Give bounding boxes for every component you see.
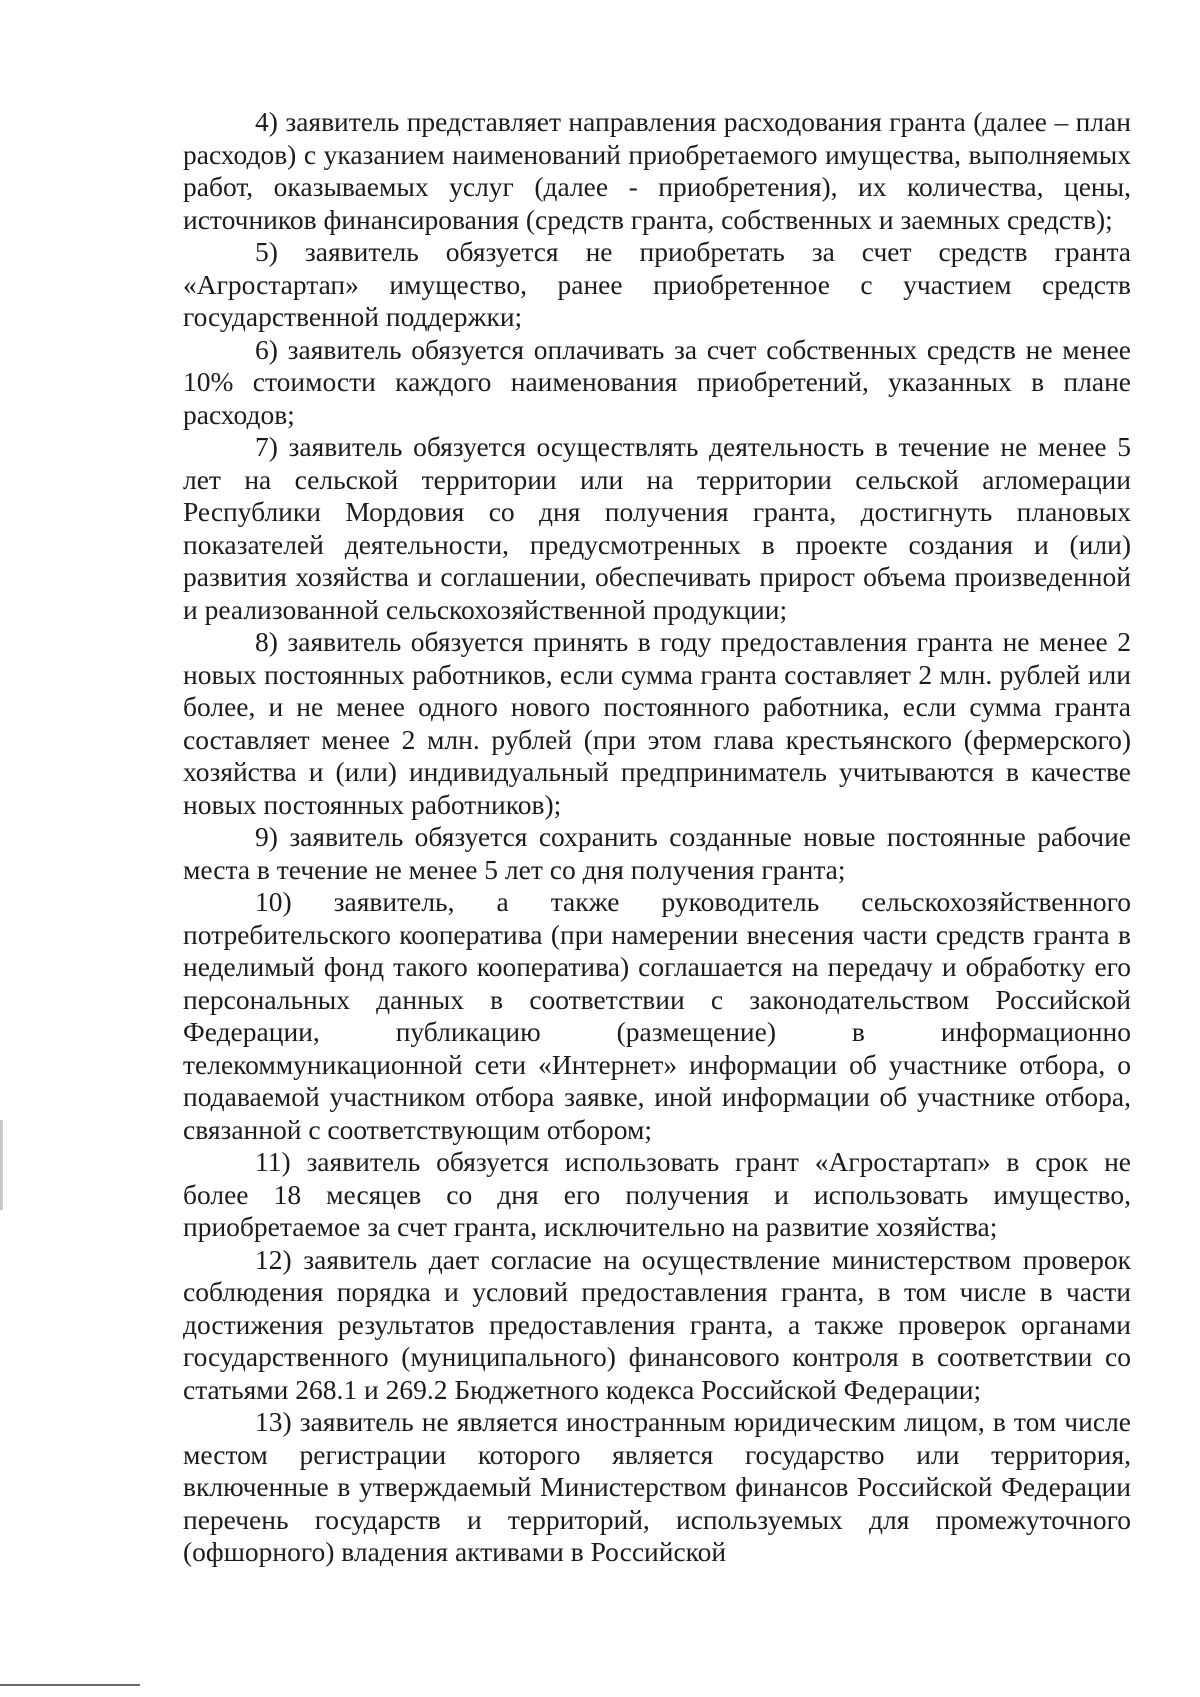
paragraph-item-13: 13) заявитель не является иностранным юридическим лицом, в том числе местом регистрации которого является государство или территория, включенные в утверждаемый Министерством финансов Российской Федерации перечень государств и территорий, используемых для промежуточного (офшорного) владения активами в Российской [183,1406,1131,1567]
paragraph-item-10: 10) заявитель, а также руководитель сельскохозяйственного потребительского кооператива (при намерении внесения части средств гранта в неделимый фонд такого кооператива) соглашается на передачу и обработку его персональных данных в соответствии с законодательством Российской Федерации, публикацию (размещение) в информационно телекоммуникационной сети «Интернет» информации об участнике отбора, о подаваемой участником отбора заявке, иной информации об участнике отбора, связанной с соответствующим отбором; [183,886,1131,1145]
paragraph-item-8: 8) заявитель обязуется принять в году предоставления гранта не менее 2 новых постоянных работников, если сумма гранта составляет 2 млн. рублей или более, и не менее одного нового постоянного работника, если сумма гранта составляет менее 2 млн. рублей (при этом глава крестьянского (фермерского) хозяйства и (или) индивидуальный предприниматель учитываются в качестве новых постоянных работников); [183,626,1131,820]
paragraph-item-9: 9) заявитель обязуется сохранить созданные новые постоянные рабочие места в течение не менее 5 лет со дня получения гранта; [183,821,1131,885]
paragraph-item-4: 4) заявитель представляет направления расходования гранта (далее – план расходов) с указанием наименований приобретаемого имущества, выполняемых работ, оказываемых услуг (далее - приобретения), их количества, цены, источников финансирования (средств гранта, собственных и заемных средств); [183,106,1131,235]
document-body [183,106,1131,1569]
paragraph-item-5: 5) заявитель обязуется не приобретать за счет средств гранта «Агростартап» имущество, ранее приобретенное с участием средств государственной поддержки; [183,236,1131,332]
paragraph-item-6: 6) заявитель обязуется оплачивать за счет собственных средств не менее 10% стоимости каждого наименования приобретений, указанных в плане расходов; [183,333,1131,430]
scan-edge-mark [0,1120,3,1210]
paragraph-item-11: 11) заявитель обязуется использовать грант «Агростартап» в срок не более 18 месяцев со дня его получения и использовать имущество, приобретаемое за счет гранта, исключительно на развитие хозяйства; [183,1146,1131,1242]
scan-bottom-line [0,1684,140,1686]
paragraph-item-7: 7) заявитель обязуется осуществлять деятельность в течение не менее 5 лет на сельской территории или на территории сельской агломерации Республики Мордовия со дня получения гранта, достигнуть плановых показателей деятельности, предусмотренных в проекте создания и (или) развития хозяйства и соглашении, обеспечивать прирост объема произведенной и реализованной сельскохозяйственной продукции; [183,431,1131,625]
paragraph-item-12: 12) заявитель дает согласие на осуществление министерством проверок соблюдения порядка и условий предоставления гранта, в том числе в части достижения результатов предоставления гранта, а также проверок органами государственного (муниципального) финансового контроля в соответствии со статьями 268.1 и 269.2 Бюджетного кодекса Российской Федерации; [183,1243,1131,1405]
